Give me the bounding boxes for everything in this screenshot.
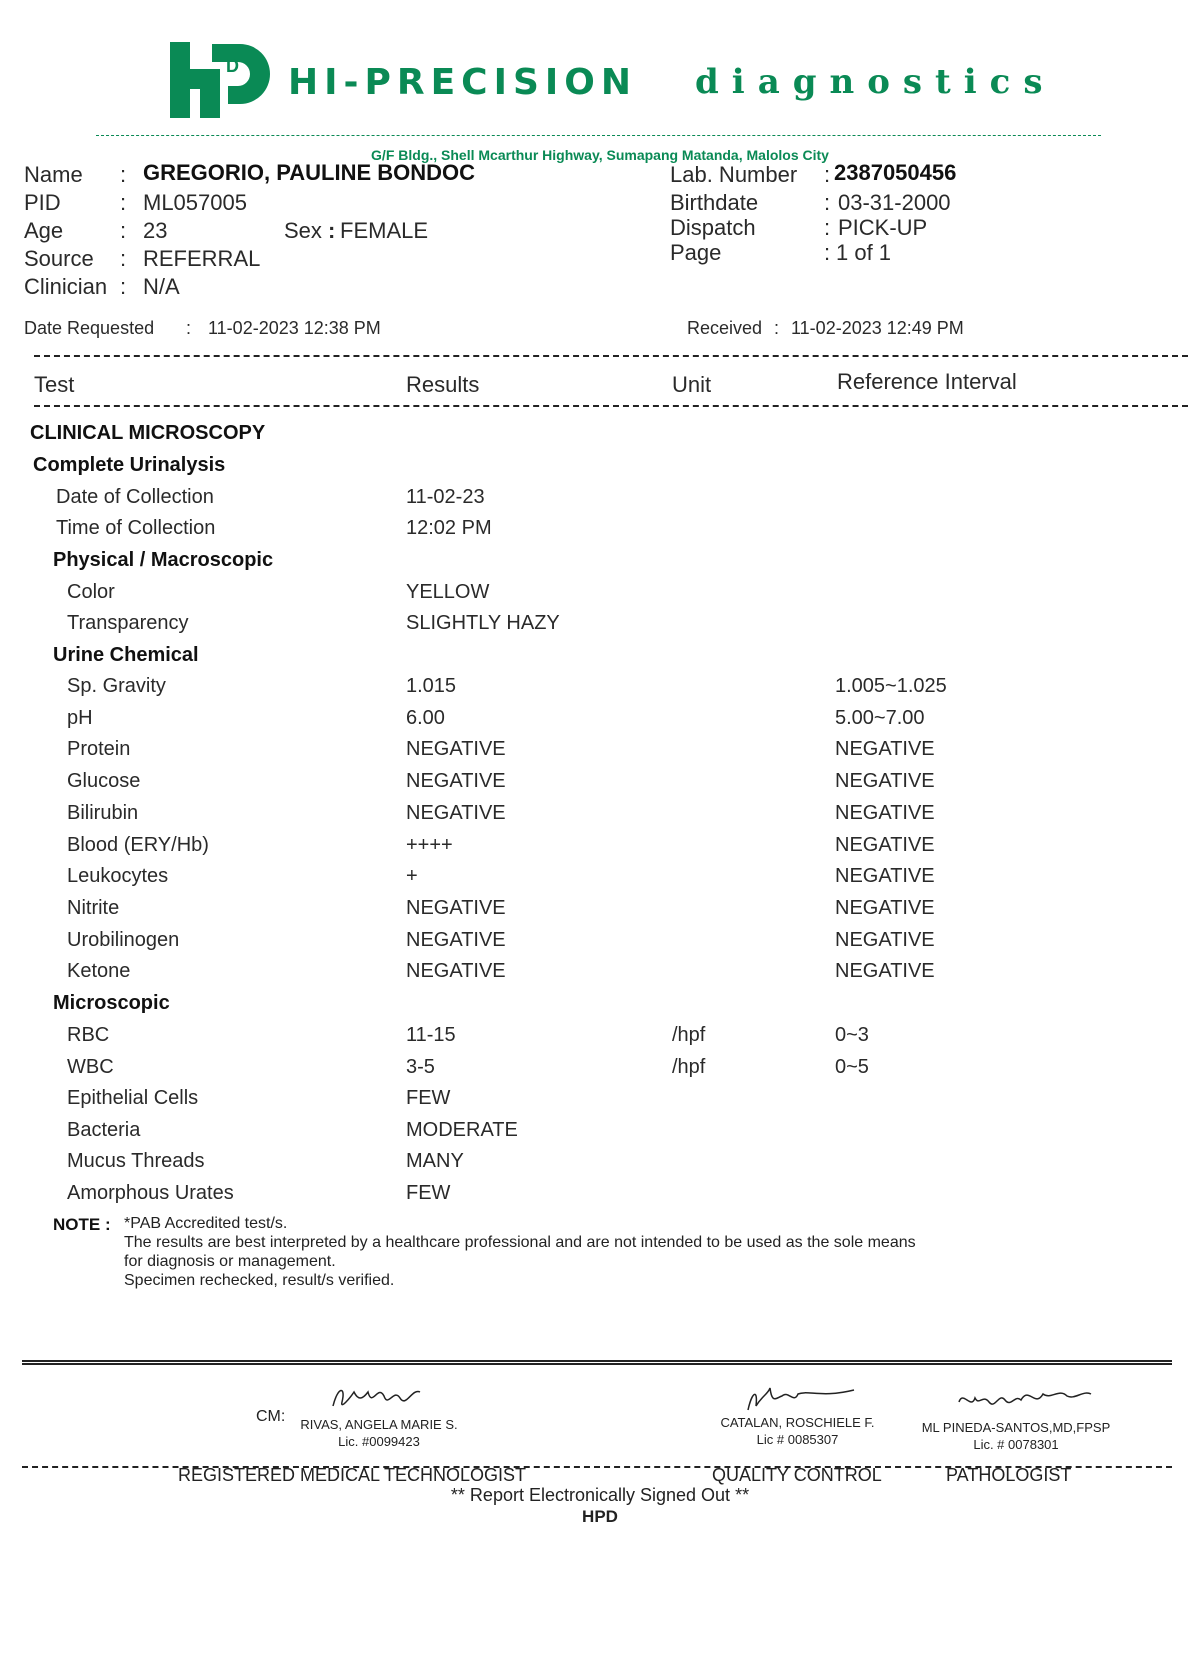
chemical-row-reference: 5.00~7.00	[835, 706, 925, 729]
microscopic-row-test: Epithelial Cells	[67, 1087, 199, 1110]
collection-date-value: 11-02-23	[406, 486, 485, 508]
chemical-row-reference: NEGATIVE	[835, 738, 935, 761]
microscopic-row-reference: 0~5	[835, 1055, 869, 1078]
physical-row-test: Transparency	[67, 612, 189, 634]
physical-row-result: YELLOW	[406, 581, 490, 603]
chemical-row-result: NEGATIVE	[406, 801, 506, 824]
signed-out-note: ** Report Electronically Signed Out **	[450, 1485, 750, 1505]
sex-label: Sex	[284, 218, 322, 243]
qc-license: Lic # 0085307	[756, 1432, 839, 1447]
dispatch: PICK-UP	[838, 215, 928, 240]
pathologist-role: PATHOLOGIST	[946, 1465, 1072, 1485]
source-label: Source	[24, 246, 94, 271]
page-number: 1 of 1	[836, 240, 892, 265]
pathologist-signature	[955, 1380, 1095, 1416]
chemical-row-test: Protein	[67, 738, 131, 761]
page-label: Page	[670, 240, 722, 265]
header-divider	[96, 135, 1101, 136]
chemical-row-reference: NEGATIVE	[835, 833, 935, 856]
microscopic-row-result: 3-5	[406, 1055, 435, 1078]
age-label: Age	[24, 218, 64, 243]
chemical-row-result: NEGATIVE	[406, 770, 506, 793]
chemical-row-test: Bilirubin	[67, 801, 139, 824]
microscopic-row-test: RBC	[67, 1024, 110, 1046]
chemical-row-test: Glucose	[67, 770, 141, 793]
patient-sex: FEMALE	[340, 218, 429, 243]
col-reference: Reference Interval	[837, 369, 1017, 394]
chemical-row-reference: NEGATIVE	[835, 865, 935, 888]
patient-age: 23	[143, 218, 168, 243]
qc-signature	[742, 1378, 862, 1418]
patient-pid: ML057005	[143, 190, 247, 215]
colon: :	[824, 215, 831, 240]
colon: :	[824, 162, 831, 187]
chemical-row-result: NEGATIVE	[406, 928, 506, 951]
lab-address: G/F Bldg., Shell Mcarthur Highway, Sumapang Matanda, Malolos City	[371, 147, 829, 163]
clinician-label: Clinician	[24, 274, 108, 299]
microscopic-row-result: FEW	[406, 1182, 451, 1204]
colon: :	[824, 240, 831, 265]
received: 11-02-2023 12:49 PM	[791, 318, 964, 338]
chemical-row-reference: NEGATIVE	[835, 928, 935, 951]
microscopic-row-result: MANY	[406, 1150, 464, 1173]
microscopic-row-unit: /hpf	[672, 1055, 706, 1078]
dispatch-label: Dispatch	[670, 215, 756, 240]
colon: :	[120, 162, 127, 187]
medtech-role: REGISTERED MEDICAL TECHNOLOGIST	[178, 1465, 527, 1485]
collection-date-label: Date of Collection	[56, 486, 214, 508]
microscopic-title: Microscopic	[53, 992, 170, 1014]
col-unit: Unit	[672, 372, 712, 397]
chemical-row-reference: NEGATIVE	[835, 960, 935, 983]
qc-role: QUALITY CONTROL	[712, 1465, 882, 1485]
hpd-logo	[170, 42, 270, 118]
microscopic-row-test: WBC	[67, 1055, 114, 1078]
chemical-row-test: Blood (ERY/Hb)	[67, 833, 209, 856]
microscopic-row-test: Mucus Threads	[67, 1150, 205, 1173]
patient-name: GREGORIO, PAULINE BONDOC	[143, 160, 476, 185]
colon: :	[186, 318, 192, 338]
physical-row-test: Color	[67, 581, 115, 603]
chemical-row-result: NEGATIVE	[406, 738, 506, 761]
pathologist-name: ML PINEDA-SANTOS,MD,FPSP	[921, 1420, 1111, 1435]
physical-row-result: SLIGHTLY HAZY	[406, 612, 560, 634]
chemical-row-result: NEGATIVE	[406, 896, 506, 919]
lab-number: 2387050456	[834, 160, 957, 185]
chemical-row-test: Urobilinogen	[67, 928, 180, 951]
cm-label: CM:	[256, 1408, 286, 1425]
chemical-row-test: Leukocytes	[67, 865, 169, 888]
birthdate-label: Birthdate	[670, 190, 759, 215]
colon: :	[120, 246, 127, 271]
chemical-row-test: Ketone	[67, 960, 131, 983]
patient-source: REFERRAL	[143, 246, 261, 271]
birthdate: 03-31-2000	[838, 190, 951, 215]
note-line: The results are best interpreted by a healthcare professional and are not intended to be used as the sole means	[124, 1234, 916, 1251]
section-title: CLINICAL MICROSCOPY	[30, 422, 266, 444]
note-line: for diagnosis or management.	[124, 1253, 336, 1270]
patient-clinician: N/A	[143, 274, 180, 299]
chemical-row-result: 6.00	[406, 706, 445, 729]
name-label: Name	[24, 162, 83, 187]
colon: :	[774, 318, 780, 338]
colon: :	[824, 190, 831, 215]
chemical-row-test: Sp. Gravity	[67, 675, 166, 697]
microscopic-row-test: Bacteria	[67, 1118, 141, 1141]
date-requested: 11-02-2023 12:38 PM	[208, 318, 381, 338]
note-line: *PAB Accredited test/s.	[124, 1215, 288, 1232]
colon: :	[328, 218, 336, 243]
chemical-row-test: Nitrite	[67, 896, 120, 919]
chemical-row-result: +	[406, 865, 418, 888]
medtech-name: RIVAS, ANGELA MARIE S.	[300, 1417, 458, 1432]
chemical-row-test: pH	[67, 706, 93, 729]
chemical-row-reference: NEGATIVE	[835, 770, 935, 793]
chemical-row-reference: 1.005~1.025	[835, 675, 947, 697]
chemical-row-result: ++++	[406, 833, 453, 856]
colon: :	[120, 190, 127, 215]
physical-title: Physical / Macroscopic	[53, 549, 274, 571]
chemical-row-result: NEGATIVE	[406, 960, 506, 983]
note-line: Specimen rechecked, result/s verified.	[124, 1272, 395, 1289]
date-requested-label: Date Requested	[24, 318, 155, 338]
footer-code: HPD	[582, 1507, 618, 1526]
chemical-title: Urine Chemical	[53, 644, 199, 666]
qc-name: CATALAN, ROSCHIELE F.	[720, 1415, 875, 1430]
table-rule-bottom	[34, 405, 1188, 407]
collection-time-value: 12:02 PM	[406, 517, 492, 539]
microscopic-row-reference: 0~3	[835, 1024, 869, 1046]
chemical-row-reference: NEGATIVE	[835, 896, 935, 919]
colon: :	[120, 218, 127, 243]
collection-time-label: Time of Collection	[56, 517, 216, 539]
svg-text:D: D	[226, 56, 239, 76]
medtech-signature	[328, 1378, 428, 1418]
note-label: NOTE :	[53, 1215, 111, 1234]
col-test: Test	[34, 372, 75, 397]
chemical-row-reference: NEGATIVE	[835, 801, 935, 824]
received-label: Received	[687, 318, 763, 338]
table-rule-top	[34, 355, 1188, 357]
chemical-row-result: 1.015	[406, 675, 457, 697]
col-results: Results	[406, 372, 480, 397]
pid-label: PID	[24, 190, 61, 215]
microscopic-row-result: MODERATE	[406, 1118, 518, 1141]
microscopic-row-result: FEW	[406, 1087, 451, 1110]
brand-name: HI-PRECISION	[288, 62, 638, 103]
colon: :	[120, 274, 127, 299]
panel-title: Complete Urinalysis	[33, 454, 226, 476]
lab-number-label: Lab. Number	[670, 162, 798, 187]
microscopic-row-unit: /hpf	[672, 1024, 706, 1046]
signature-rule-top	[22, 1360, 1172, 1365]
medtech-license: Lic. #0099423	[338, 1434, 420, 1449]
microscopic-row-test: Amorphous Urates	[67, 1182, 234, 1204]
microscopic-row-result: 11-15	[406, 1024, 456, 1046]
brand-subtitle: diagnostics	[695, 62, 1056, 102]
pathologist-license: Lic. # 0078301	[973, 1437, 1059, 1452]
